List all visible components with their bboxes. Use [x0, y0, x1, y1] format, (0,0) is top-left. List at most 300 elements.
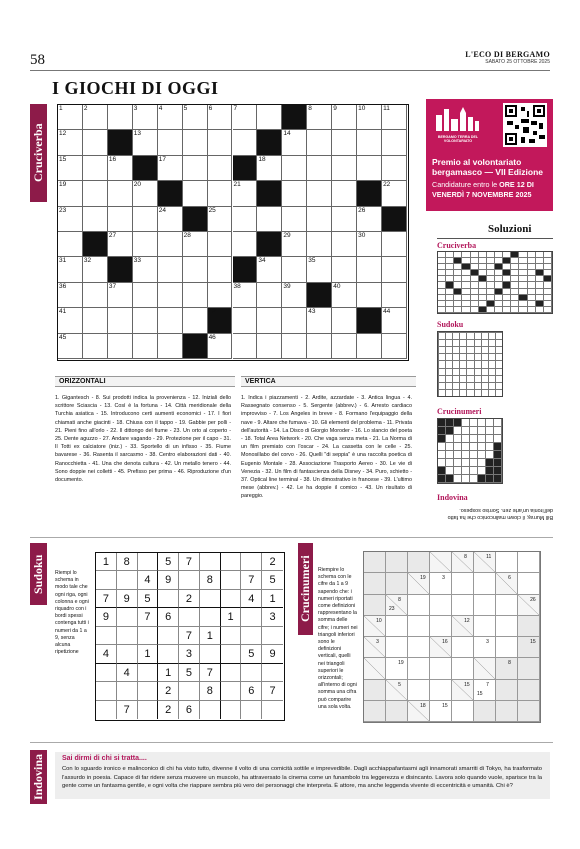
sudoku-cell[interactable]: [221, 701, 242, 719]
sudoku-cell[interactable]: [158, 627, 179, 645]
sudoku-cell[interactable]: 9: [117, 590, 138, 608]
crossword-cell[interactable]: [282, 308, 307, 333]
solution-cell: [544, 307, 552, 313]
sudoku-cell[interactable]: [158, 645, 179, 663]
solution-cell: [474, 332, 481, 339]
crucinumeri-sum: 12: [464, 617, 470, 624]
crossword-cell[interactable]: [357, 207, 382, 232]
crucinumeri-cell[interactable]: [408, 658, 430, 679]
crucinumeri-cell[interactable]: [408, 637, 430, 658]
crossword-cell[interactable]: [183, 232, 208, 257]
ad-deadline: [432, 180, 553, 199]
crucinumeri-cell[interactable]: [430, 701, 452, 722]
crossword-cell[interactable]: [282, 283, 307, 308]
sudoku-cell[interactable]: 7: [200, 664, 221, 682]
crossword-cell-number: 2: [83, 105, 88, 112]
crossword-cell[interactable]: [183, 130, 208, 155]
solution-cell: [454, 467, 462, 475]
crossword-cell[interactable]: [307, 105, 332, 130]
crucinumeri-cell[interactable]: [518, 573, 540, 594]
solution-cell: [452, 346, 459, 353]
solution-cell: [445, 389, 452, 396]
crossword-cell[interactable]: [83, 334, 108, 359]
sudoku-cell[interactable]: [117, 645, 138, 663]
crucinumeri-cell[interactable]: [386, 637, 408, 658]
crossword-cell[interactable]: [233, 232, 258, 257]
crossword-cell[interactable]: [307, 207, 332, 232]
crossword-cell[interactable]: [133, 283, 158, 308]
crossword-cell[interactable]: [357, 257, 382, 282]
crossword-cell-number: 24: [158, 206, 166, 214]
crucinumeri-cell: [496, 680, 518, 701]
solution-cell: [466, 353, 473, 360]
crossword-cell[interactable]: [133, 130, 158, 155]
solution-cell: [486, 467, 494, 475]
sudoku-cell[interactable]: [179, 608, 200, 626]
crossword-cell[interactable]: [58, 257, 83, 282]
crossword-cell[interactable]: [158, 334, 183, 359]
solution-cell: [478, 467, 486, 475]
crossword-cell[interactable]: [307, 181, 332, 206]
crossword-cell[interactable]: [257, 257, 282, 282]
sudoku-cell[interactable]: 6: [158, 608, 179, 626]
crossword-cell[interactable]: [208, 334, 233, 359]
crossword-cell[interactable]: [208, 156, 233, 181]
sudoku-cell[interactable]: 3: [262, 608, 283, 626]
sudoku-cell[interactable]: 9: [262, 645, 283, 663]
sudoku-cell[interactable]: 2: [179, 590, 200, 608]
solution-cell: [452, 353, 459, 360]
sudoku-cell[interactable]: [96, 682, 117, 700]
sudoku-cell[interactable]: [221, 627, 242, 645]
crossword-cell[interactable]: [58, 308, 83, 333]
crossword-cell-number: 5: [183, 105, 188, 112]
crossword-cell[interactable]: [83, 156, 108, 181]
crossword-cell-number: 38: [233, 282, 241, 290]
crossword-cell[interactable]: [382, 232, 407, 257]
solution-cell: [470, 467, 478, 475]
crossword-cell[interactable]: [158, 308, 183, 333]
crossword-cell[interactable]: [382, 283, 407, 308]
sudoku-cell[interactable]: 2: [158, 682, 179, 700]
crucinumeri-cell[interactable]: [386, 658, 408, 679]
sudoku-cell[interactable]: 5: [138, 590, 159, 608]
crossword-black-cell: [108, 130, 133, 155]
crucinumeri-cell[interactable]: [430, 616, 452, 637]
crossword-cell[interactable]: [108, 308, 133, 333]
crossword-cell[interactable]: [108, 181, 133, 206]
clues-down-heading: VERTICA: [241, 376, 416, 387]
sudoku-cell[interactable]: 1: [200, 627, 221, 645]
crossword-cell[interactable]: [208, 181, 233, 206]
sudoku-cell[interactable]: 9: [158, 571, 179, 589]
crucinumeri-cell[interactable]: [518, 552, 540, 573]
sudoku-cell[interactable]: 1: [221, 608, 242, 626]
sudoku-cell[interactable]: 4: [117, 664, 138, 682]
sudoku-cell[interactable]: [262, 664, 283, 682]
crossword-cell[interactable]: [332, 207, 357, 232]
crossword-cell[interactable]: [133, 207, 158, 232]
crossword-cell[interactable]: [357, 232, 382, 257]
crossword-cell[interactable]: [382, 156, 407, 181]
crossword-cell[interactable]: [332, 257, 357, 282]
sudoku-cell[interactable]: [221, 590, 242, 608]
sudoku-cell[interactable]: 5: [262, 571, 283, 589]
crossword-cell[interactable]: [133, 257, 158, 282]
solution-cell: [495, 307, 503, 313]
crossword-cell[interactable]: [108, 105, 133, 130]
solutions-title: Soluzioni: [488, 223, 532, 235]
crossword-cell[interactable]: [307, 308, 332, 333]
crossword-cell[interactable]: [332, 156, 357, 181]
crossword-cell[interactable]: [382, 257, 407, 282]
crossword-cell[interactable]: [307, 232, 332, 257]
sudoku-cell[interactable]: 1: [96, 553, 117, 571]
crucinumeri-cell[interactable]: [496, 552, 518, 573]
crucinumeri-cell[interactable]: [496, 637, 518, 658]
crossword-cell[interactable]: [257, 105, 282, 130]
crossword-cell[interactable]: [332, 105, 357, 130]
crucinumeri-clue-cell: [496, 573, 518, 594]
crucinumeri-cell[interactable]: [474, 573, 496, 594]
sudoku-cell[interactable]: [117, 571, 138, 589]
crossword-cell[interactable]: [357, 105, 382, 130]
crossword-cell[interactable]: [158, 130, 183, 155]
sudoku-cell[interactable]: 8: [200, 682, 221, 700]
sudoku-cell[interactable]: 8: [117, 553, 138, 571]
crucinumeri-cell[interactable]: [496, 595, 518, 616]
crucinumeri-cell[interactable]: [386, 616, 408, 637]
crossword-black-cell: [183, 207, 208, 232]
crossword-cell-number: 31: [59, 257, 67, 265]
crossword-cell[interactable]: [183, 105, 208, 130]
crossword-cell[interactable]: [332, 334, 357, 359]
crossword-cell[interactable]: [382, 308, 407, 333]
crucinumeri-cell[interactable]: [408, 595, 430, 616]
crucinumeri-cell[interactable]: [452, 637, 474, 658]
crossword-cell[interactable]: [233, 207, 258, 232]
sudoku-cell[interactable]: [96, 701, 117, 719]
crossword-cell[interactable]: [208, 232, 233, 257]
sudoku-cell[interactable]: 5: [179, 664, 200, 682]
sudoku-cell[interactable]: [200, 608, 221, 626]
crossword-cell[interactable]: [83, 207, 108, 232]
sudoku-cell[interactable]: [221, 664, 242, 682]
sudoku-cell[interactable]: [200, 590, 221, 608]
crossword-cell[interactable]: [357, 156, 382, 181]
crossword-cell[interactable]: [282, 257, 307, 282]
crossword-cell[interactable]: [133, 181, 158, 206]
crossword-cell[interactable]: [307, 334, 332, 359]
solution-cell: [446, 475, 454, 483]
sudoku-cell[interactable]: [138, 682, 159, 700]
solution-cell: [470, 427, 478, 435]
crucinumeri-cell: [386, 552, 408, 573]
sudoku-cell[interactable]: [138, 627, 159, 645]
sudoku-cell[interactable]: [221, 682, 242, 700]
crossword-cell[interactable]: [257, 207, 282, 232]
crucinumeri-cell: [364, 595, 386, 616]
sudoku-cell[interactable]: 7: [262, 682, 283, 700]
sudoku-cell[interactable]: [179, 682, 200, 700]
crossword-cell[interactable]: [332, 130, 357, 155]
sudoku-cell[interactable]: 4: [241, 590, 262, 608]
crossword-cell[interactable]: [282, 232, 307, 257]
crucinumeri-grid[interactable]: [363, 551, 541, 723]
crossword-cell[interactable]: [357, 334, 382, 359]
solution-cell: [438, 389, 445, 396]
crossword-cell[interactable]: [233, 308, 258, 333]
crossword-cell[interactable]: [382, 181, 407, 206]
sudoku-cell[interactable]: [117, 682, 138, 700]
crucinumeri-sum: 15: [442, 702, 448, 709]
crucinumeri-cell[interactable]: [474, 616, 496, 637]
crossword-cell[interactable]: [257, 308, 282, 333]
crossword-cell[interactable]: [282, 130, 307, 155]
crucinumeri-cell[interactable]: [452, 595, 474, 616]
crossword-cell[interactable]: [208, 105, 233, 130]
sudoku-cell[interactable]: 4: [138, 571, 159, 589]
crossword-cell[interactable]: [58, 334, 83, 359]
crossword-cell[interactable]: [83, 257, 108, 282]
sudoku-cell[interactable]: [138, 664, 159, 682]
crucinumeri-cell[interactable]: [452, 701, 474, 722]
crucinumeri-cell[interactable]: [430, 658, 452, 679]
sudoku-cell[interactable]: [117, 627, 138, 645]
crucinumeri-cell[interactable]: [408, 616, 430, 637]
sudoku-cell[interactable]: [241, 701, 262, 719]
sudoku-cell[interactable]: 5: [158, 553, 179, 571]
crossword-cell[interactable]: [108, 207, 133, 232]
crossword-cell[interactable]: [133, 232, 158, 257]
crossword-cell[interactable]: [58, 207, 83, 232]
crossword-cell[interactable]: [307, 257, 332, 282]
crucinumeri-cell[interactable]: [496, 616, 518, 637]
crossword-cell[interactable]: [357, 130, 382, 155]
sudoku-cell[interactable]: 9: [96, 608, 117, 626]
sudoku-cell[interactable]: [241, 627, 262, 645]
crossword-grid[interactable]: [57, 104, 409, 361]
crossword-cell[interactable]: [307, 156, 332, 181]
sudoku-cell[interactable]: 7: [117, 701, 138, 719]
crossword-cell[interactable]: [108, 232, 133, 257]
crossword-cell[interactable]: [183, 308, 208, 333]
solution-cell: [488, 339, 495, 346]
sudoku-cell[interactable]: 7: [138, 608, 159, 626]
crossword-cell[interactable]: [58, 156, 83, 181]
solution-cell: [452, 360, 459, 367]
solution-cell: [470, 435, 478, 443]
crossword-cell-number: 12: [59, 130, 67, 138]
sudoku-cell[interactable]: [241, 553, 262, 571]
crossword-cell[interactable]: [83, 130, 108, 155]
crossword-cell[interactable]: [332, 232, 357, 257]
crossword-cell[interactable]: [58, 283, 83, 308]
crossword-black-cell: [357, 308, 382, 333]
solution-cell: [446, 419, 454, 427]
crossword-cell-number: 4: [158, 105, 163, 112]
crossword-cell[interactable]: [332, 283, 357, 308]
crossword-cell-number: 37: [108, 282, 117, 290]
crossword-cell[interactable]: [83, 283, 108, 308]
crossword-cell-number: 33: [133, 257, 142, 265]
solution-cell: [487, 307, 495, 313]
crossword-cell[interactable]: [233, 283, 258, 308]
crossword-cell[interactable]: [158, 257, 183, 282]
crossword-cell[interactable]: [83, 308, 108, 333]
crossword-cell[interactable]: [133, 334, 158, 359]
solution-cell: [481, 375, 488, 382]
solution-cell: [481, 353, 488, 360]
sudoku-cell[interactable]: [221, 571, 242, 589]
solution-cell: [478, 419, 486, 427]
crucinumeri-clue-cell: [364, 658, 386, 679]
sudoku-cell[interactable]: 3: [179, 645, 200, 663]
crucinumeri-clue-cell: [452, 552, 474, 573]
sudoku-cell[interactable]: [221, 645, 242, 663]
sudoku-cell[interactable]: [200, 553, 221, 571]
sudoku-cell[interactable]: 7: [179, 553, 200, 571]
crucinumeri-cell[interactable]: [474, 595, 496, 616]
crossword-cell[interactable]: [233, 334, 258, 359]
crossword-cell[interactable]: [233, 181, 258, 206]
crossword-cell[interactable]: [233, 105, 258, 130]
crossword-cell[interactable]: [83, 105, 108, 130]
crossword-cell[interactable]: [183, 283, 208, 308]
crossword-cell[interactable]: [382, 334, 407, 359]
qr-code-icon[interactable]: [503, 103, 547, 147]
sudoku-cell[interactable]: [200, 645, 221, 663]
crossword-cell[interactable]: [58, 105, 83, 130]
solution-cell: [452, 389, 459, 396]
crucinumeri-sum: 15: [530, 639, 536, 645]
sudoku-cell[interactable]: 7: [179, 627, 200, 645]
crossword-cell[interactable]: [158, 105, 183, 130]
crossword-cell[interactable]: [208, 130, 233, 155]
crucinumeri-cell[interactable]: [474, 637, 496, 658]
section-divider-2: [30, 742, 553, 743]
solution-cell: [445, 360, 452, 367]
crucinumeri-cell[interactable]: [430, 595, 452, 616]
crossword-cell[interactable]: [282, 156, 307, 181]
crossword-cell[interactable]: [307, 130, 332, 155]
sudoku-cell[interactable]: [241, 664, 262, 682]
crossword-cell[interactable]: [282, 181, 307, 206]
crossword-cell[interactable]: [108, 334, 133, 359]
crossword-cell[interactable]: [133, 105, 158, 130]
sudoku-cell[interactable]: 6: [179, 701, 200, 719]
crossword-cell[interactable]: [282, 207, 307, 232]
sudoku-cell[interactable]: 1: [158, 664, 179, 682]
sudoku-cell[interactable]: 5: [241, 645, 262, 663]
solution-cell: [488, 375, 495, 382]
crossword-cell[interactable]: [233, 130, 258, 155]
sudoku-cell[interactable]: [96, 627, 117, 645]
crossword-cell[interactable]: [58, 181, 83, 206]
volunteer-award-ad[interactable]: [426, 99, 553, 211]
crossword-cell[interactable]: [158, 207, 183, 232]
sudoku-cell[interactable]: 2: [158, 701, 179, 719]
crossword-cell[interactable]: [183, 181, 208, 206]
sudoku-cell[interactable]: [96, 571, 117, 589]
crucinumeri-clue-cell: [386, 595, 408, 616]
section-divider-1: [30, 537, 553, 538]
sudoku-cell[interactable]: 7: [96, 590, 117, 608]
crossword-cell-number: 13: [133, 130, 142, 138]
crossword-cell-number: 15: [59, 155, 67, 163]
sudoku-grid[interactable]: [95, 552, 285, 721]
crucinumeri-cell[interactable]: [452, 658, 474, 679]
sudoku-cell[interactable]: 1: [262, 590, 283, 608]
crossword-cell[interactable]: [257, 334, 282, 359]
sudoku-cell[interactable]: [138, 701, 159, 719]
crossword-cell[interactable]: [357, 283, 382, 308]
crossword-cell[interactable]: [183, 156, 208, 181]
crossword-cell[interactable]: [382, 105, 407, 130]
solution-cell: [438, 435, 446, 443]
solution-cell: [474, 339, 481, 346]
crossword-cell[interactable]: [183, 257, 208, 282]
sudoku-cell[interactable]: 7: [241, 571, 262, 589]
sudoku-cell[interactable]: [179, 571, 200, 589]
crucinumeri-cell[interactable]: [474, 680, 496, 701]
sudoku-cell[interactable]: 1: [138, 645, 159, 663]
crucinumeri-clue-cell: [386, 680, 408, 701]
solution-cell: [454, 451, 462, 459]
sudoku-cell[interactable]: [158, 590, 179, 608]
sudoku-cell[interactable]: 4: [96, 645, 117, 663]
crossword-cell[interactable]: [208, 283, 233, 308]
sudoku-cell[interactable]: [138, 553, 159, 571]
sudoku-cell[interactable]: [241, 608, 262, 626]
solution-cell: [446, 451, 454, 459]
sudoku-cell[interactable]: [96, 664, 117, 682]
crucinumeri-cell[interactable]: [430, 573, 452, 594]
crucinumeri-cell[interactable]: [452, 573, 474, 594]
crossword-cell[interactable]: [108, 156, 133, 181]
crossword-cell[interactable]: [382, 130, 407, 155]
sudoku-cell[interactable]: [262, 701, 283, 719]
crossword-cell[interactable]: [257, 283, 282, 308]
crossword-cell[interactable]: [133, 308, 158, 333]
crossword-cell[interactable]: [58, 130, 83, 155]
crucinumeri-cell[interactable]: [430, 680, 452, 701]
crossword-cell[interactable]: [208, 207, 233, 232]
crossword-cell[interactable]: [257, 156, 282, 181]
crossword-cell[interactable]: [332, 308, 357, 333]
sudoku-cell[interactable]: 8: [200, 571, 221, 589]
crossword-cell[interactable]: [332, 181, 357, 206]
sudoku-cell[interactable]: [117, 608, 138, 626]
sudoku-cell[interactable]: [262, 627, 283, 645]
crossword-cell[interactable]: [108, 283, 133, 308]
crossword-cell[interactable]: [158, 232, 183, 257]
sudoku-cell[interactable]: 2: [262, 553, 283, 571]
solution-cell: [466, 346, 473, 353]
crossword-cell[interactable]: [158, 283, 183, 308]
solution-cell: [486, 459, 494, 467]
crossword-cell[interactable]: [282, 334, 307, 359]
crossword-cell[interactable]: [83, 181, 108, 206]
sudoku-cell[interactable]: [221, 553, 242, 571]
crossword-cell[interactable]: [158, 156, 183, 181]
crucinumeri-clue-cell: [474, 658, 496, 679]
sudoku-cell[interactable]: [200, 701, 221, 719]
crossword-cell[interactable]: [58, 232, 83, 257]
crossword-cell[interactable]: [208, 257, 233, 282]
sudoku-cell[interactable]: 6: [241, 682, 262, 700]
crucinumeri-cell[interactable]: [408, 680, 430, 701]
